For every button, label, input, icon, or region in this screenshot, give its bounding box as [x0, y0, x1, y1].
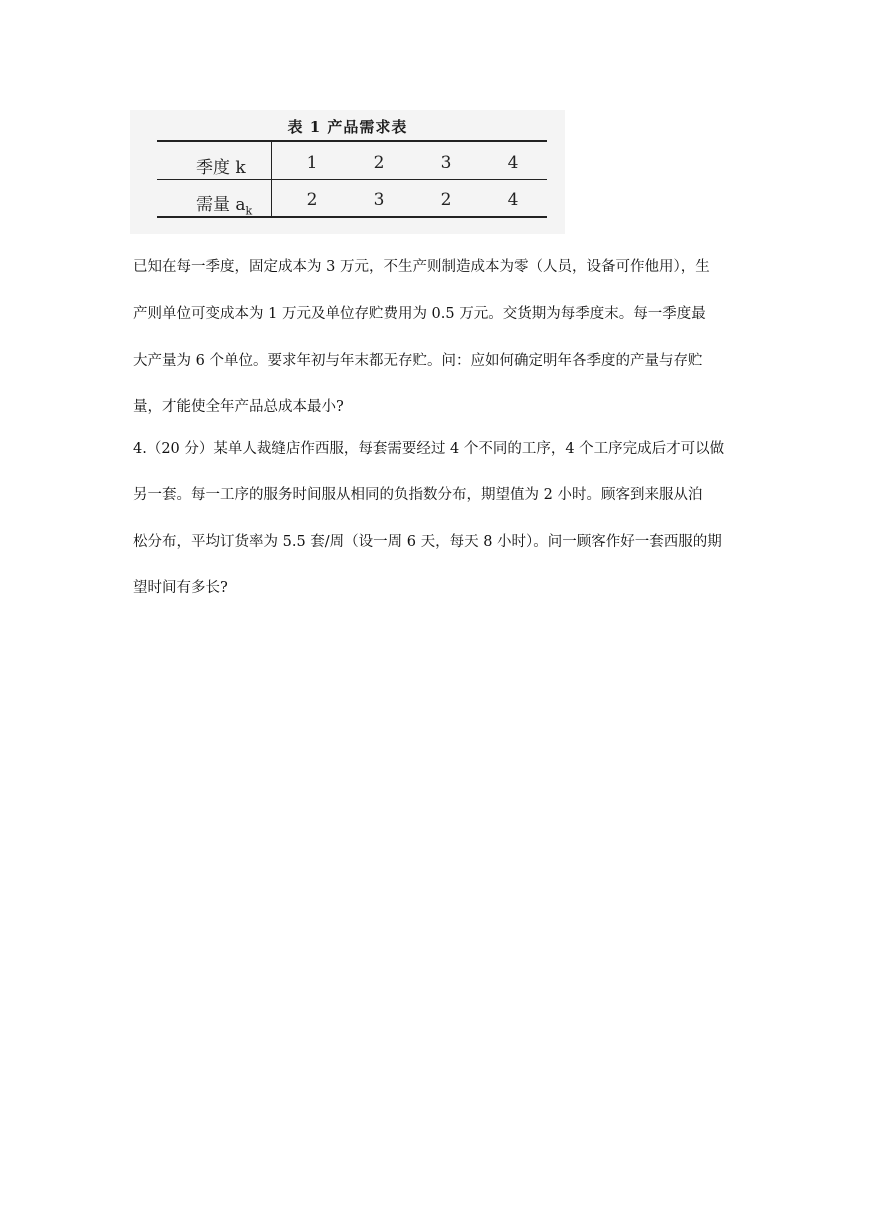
row-label-demand-sub: k [245, 204, 253, 218]
table-top-rule [157, 140, 547, 142]
problem-text-line: 望时间有多长? [133, 580, 228, 596]
row-label-demand [196, 190, 252, 217]
demand-cell: 2 [440, 190, 452, 210]
demand-cell: 2 [306, 190, 318, 210]
quarter-cell: 2 [373, 153, 385, 173]
quarter-cell: 4 [507, 153, 519, 173]
problem-text-line: 松分布，平均订货率为 5.5 套/周（设一周 6 天，每天 8 小时）。问一顾客作好一套西服的期 [133, 534, 722, 550]
quarter-cell: 1 [306, 153, 318, 173]
problem-text-line: 量，才能使全年产品总成本最小? [133, 399, 344, 415]
demand-cell: 4 [507, 190, 519, 210]
problem-text-line: 另一套。每一工序的服务时间服从相同的负指数分布，期望值为 2 小时。顾客到来服从泊 [133, 487, 703, 503]
table-mid-rule [157, 179, 547, 180]
problem-text-line: 大产量为 6 个单位。要求年初与年末都无存贮。问：应如何确定明年各季度的产量与存贮 [133, 353, 703, 369]
problem-text-line: 产则单位可变成本为 1 万元及单位存贮费用为 0.5 万元。交货期为每季度末。每一季度最 [133, 306, 706, 322]
demand-cell: 3 [373, 190, 385, 210]
problem-text-line: 4.（20 分）某单人裁缝店作西服，每套需要经过 4 个不同的工序，4 个工序完成后才可以做 [133, 441, 725, 457]
demand-table-figure [130, 110, 565, 234]
table-caption: 表 1 产品需求表 [287, 118, 408, 136]
row-label-demand-main: 需量 a [196, 195, 246, 215]
quarter-cell: 3 [440, 153, 452, 173]
table-column-divider [271, 142, 272, 216]
row-label-quarter: 季度 k [196, 158, 246, 178]
problem-text-line: 已知在每一季度，固定成本为 3 万元，不生产则制造成本为零（人员，设备可作他用），生 [133, 259, 710, 275]
